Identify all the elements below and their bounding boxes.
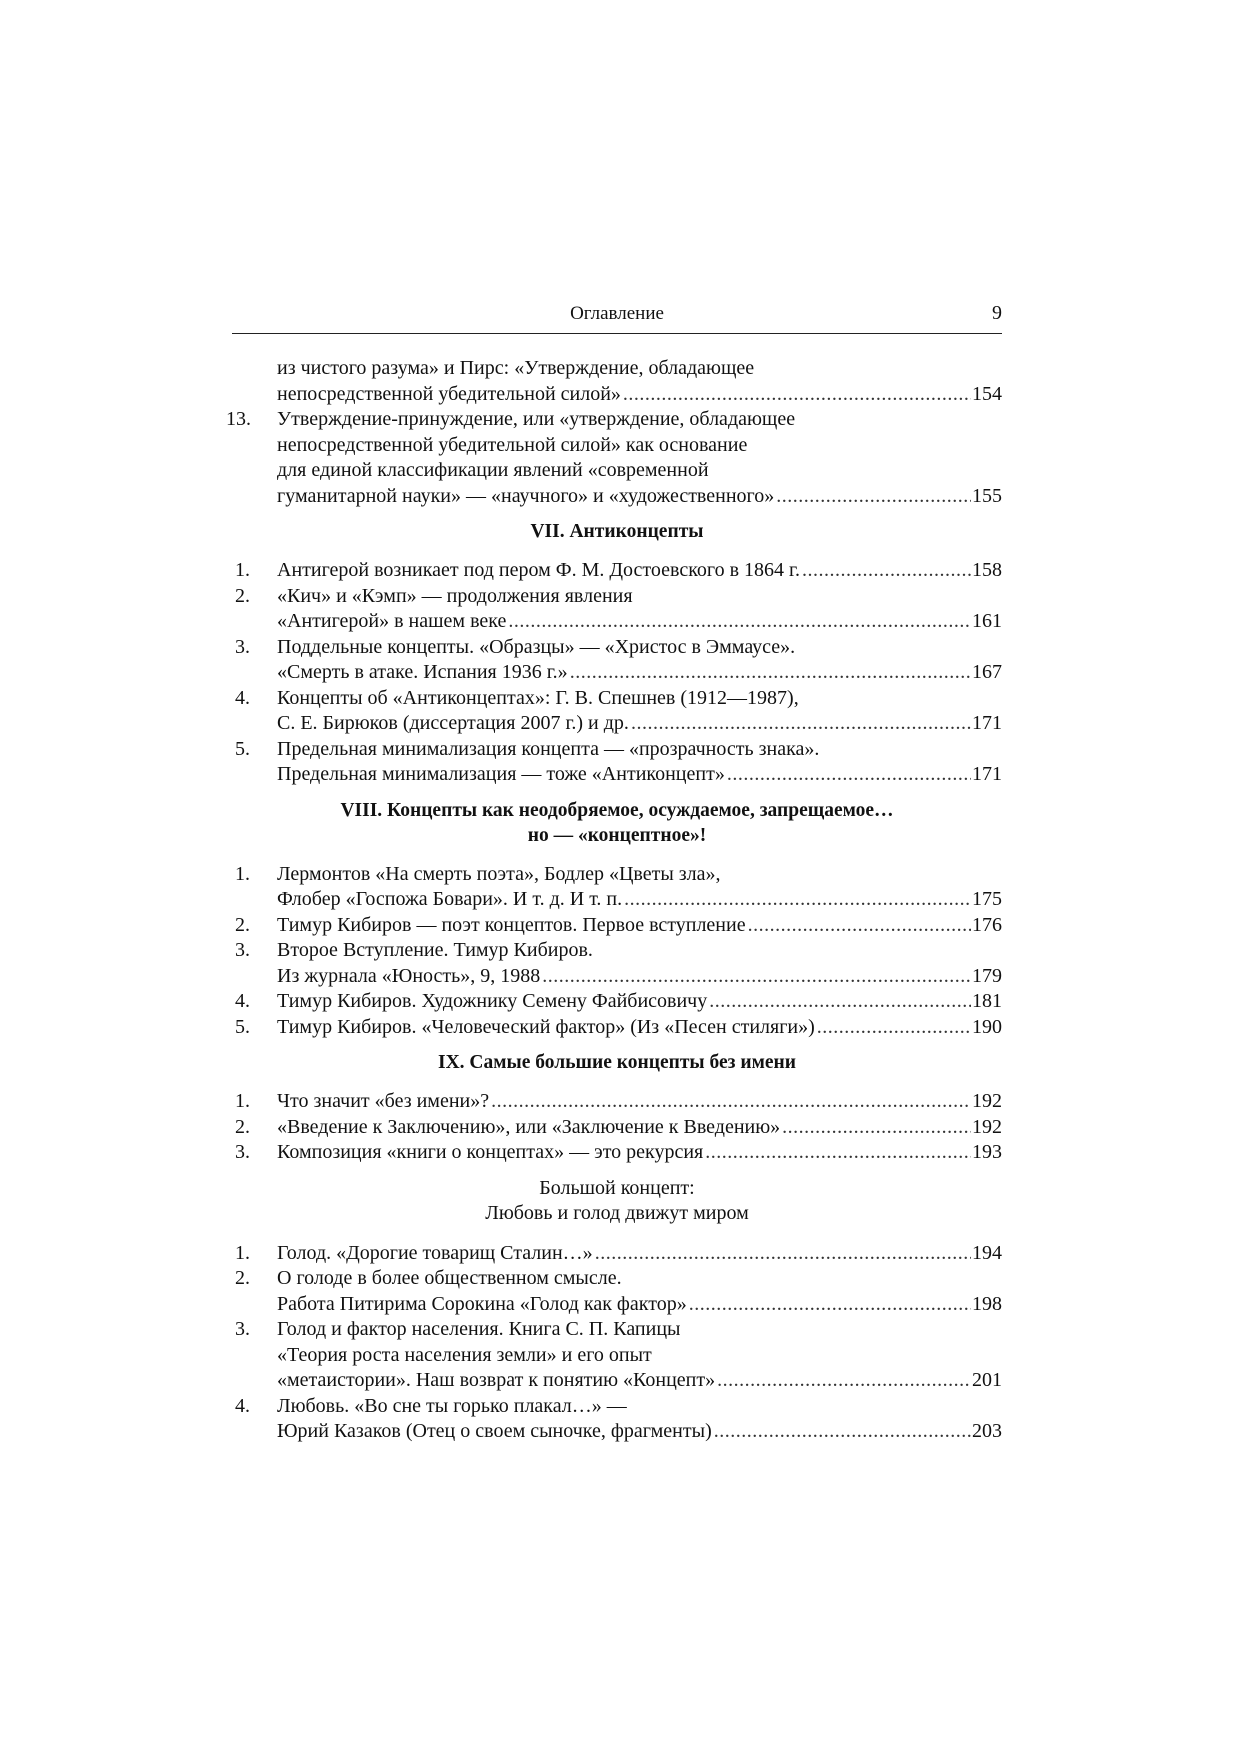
dot-leader <box>542 964 971 990</box>
toc-entry-last-line <box>277 1241 1002 1267</box>
toc-entry-last-line <box>277 1368 1002 1394</box>
toc-entry-line: Антигерой возникает под пером Ф. М. Достоевского в 1864 г. <box>277 559 800 581</box>
toc-entry <box>232 1089 1002 1115</box>
toc-entry-continuation <box>232 356 1002 407</box>
toc-entry-number: 1. <box>235 559 250 581</box>
toc-page-ref: 161 <box>972 610 1002 632</box>
toc-entry-last-line <box>277 1419 1002 1445</box>
dot-leader <box>817 1015 971 1041</box>
dot-leader <box>624 887 971 913</box>
toc-entry-line: Тимур Кибиров. Художнику Семену Файбисовичу <box>277 990 708 1012</box>
toc-page-ref: 192 <box>972 1090 1002 1112</box>
toc-page-ref: 193 <box>972 1141 1002 1163</box>
toc-entry-last-line <box>277 762 1002 788</box>
toc-entry <box>232 584 1002 635</box>
toc-entry <box>232 635 1002 686</box>
toc-page-ref: 179 <box>972 964 1002 987</box>
toc-entry-line: Концепты об «Антиконцептах»: Г. В. Спешнев (1912—1987), <box>277 686 799 709</box>
toc-entry-number: 2. <box>235 584 250 607</box>
dot-leader <box>623 382 971 408</box>
toc-entry-line: «Введение к Заключению», или «Заключение к Введению» <box>277 1115 781 1138</box>
toc-page-ref: 181 <box>972 990 1002 1012</box>
toc-entry-line: для единой классификации явлений «современной <box>277 459 709 481</box>
toc-entry-last-line <box>277 964 1002 990</box>
toc-entry <box>232 1266 1002 1317</box>
toc-entry-line: Голод. «Дорогие товарищ Сталин…» <box>277 1241 593 1264</box>
toc-entry-last-line <box>277 609 1002 635</box>
running-header <box>232 300 1002 334</box>
toc-entry-line: «Кич» и «Кэмп» — продолжения явления <box>277 584 633 607</box>
dot-leader <box>595 1241 971 1267</box>
toc-entry-last-line <box>277 1140 1002 1166</box>
toc-entry-line: Любовь. «Во сне ты горько плакал…» — <box>277 1394 627 1417</box>
toc-entry-number: 3. <box>235 1318 250 1340</box>
dot-leader <box>508 609 971 635</box>
toc-entry-number: 1. <box>235 1241 250 1264</box>
dot-leader <box>631 711 971 737</box>
toc-entry-last-line <box>277 1015 1002 1041</box>
toc-entry <box>232 1140 1002 1166</box>
toc-entry-line: Тимур Кибиров — поэт концептов. Первое вступление <box>277 913 746 936</box>
toc-entry-number: 2. <box>235 1267 250 1289</box>
toc-entry <box>232 1394 1002 1445</box>
dot-leader <box>802 558 971 584</box>
table-of-contents <box>226 356 1002 1445</box>
toc-entry-line: Голод и фактор населения. Книга С. П. Капицы <box>277 1318 681 1340</box>
header-title: Оглавление <box>570 303 664 324</box>
toc-entry-last-line <box>277 660 1002 686</box>
toc-entry <box>232 938 1002 989</box>
big-concept-heading: Большой концепт: <box>539 1176 695 1199</box>
section-heading-ix: IX. Самые большие концепты без имени <box>437 1052 797 1073</box>
toc-page-ref: 158 <box>972 559 1002 581</box>
big-concept-subtitle: Любовь и голод движут миром <box>485 1202 749 1224</box>
toc-entry <box>232 1317 1002 1394</box>
toc-entry-number: 3. <box>235 939 250 961</box>
toc-page-ref: 194 <box>972 1241 1002 1264</box>
toc-entry-line: Поддельные концепты. «Образцы» — «Христос в Эммаусе». <box>277 635 796 658</box>
toc-entry-number: 4. <box>235 686 250 709</box>
dot-leader <box>782 1115 971 1141</box>
toc-entry-last-line <box>277 1292 1002 1318</box>
toc-entry-line: О голоде в более общественном смысле. <box>277 1267 622 1289</box>
dot-leader <box>705 1140 971 1166</box>
toc-page-ref: 203 <box>972 1420 1002 1442</box>
toc-entry-line: гуманитарной науки» — «научного» и «художественного» <box>277 484 775 507</box>
toc-entry-last-line <box>277 382 1002 408</box>
toc-entry-line: «Теория роста населения земли» и его опыт <box>277 1343 652 1366</box>
toc-entry-last-line <box>277 1115 1002 1141</box>
toc-entry-line: Тимур Кибиров. «Человеческий фактор» (Из «Песен стиляги») <box>277 1015 815 1038</box>
toc-page-ref: 155 <box>972 484 1002 507</box>
section-heading-viii: VIII. Концепты как неодобряемое, осуждаемое, запрещаемое… <box>340 799 894 821</box>
toc-entry <box>232 1015 1002 1041</box>
toc-entry-number: 4. <box>235 1394 250 1417</box>
toc-entry-line: непосредственной убедительной силой» <box>277 382 621 405</box>
toc-entry <box>232 989 1002 1015</box>
toc-page-ref: 176 <box>972 913 1002 936</box>
toc-entry-number: 4. <box>235 990 250 1012</box>
toc-entry-last-line <box>277 558 1002 584</box>
toc-entry-line: С. Е. Бирюков (диссертация 2007 г.) и др. <box>277 712 629 734</box>
toc-entry-number: 1. <box>235 1090 250 1112</box>
dot-leader <box>748 913 971 939</box>
toc-entry-last-line <box>277 1089 1002 1115</box>
dot-leader <box>570 660 971 686</box>
toc-entry-line: Композиция «книги о концептах» — это рекурсия <box>277 1141 704 1163</box>
toc-entry-line: непосредственной убедительной силой» как основание <box>277 433 748 456</box>
toc-entry <box>232 737 1002 788</box>
dot-leader <box>709 989 971 1015</box>
toc-entry-line: Второе Вступление. Тимур Кибиров. <box>277 939 593 961</box>
section-heading-viii-line2: но — «концептное»! <box>527 824 707 846</box>
toc-entry <box>232 558 1002 584</box>
toc-entry-number: 2. <box>235 913 250 936</box>
toc-page-ref: 175 <box>972 888 1002 910</box>
toc-page-ref: 201 <box>972 1369 1002 1391</box>
toc-entry <box>232 1115 1002 1141</box>
toc-entry-number: 5. <box>235 1015 250 1038</box>
toc-entry <box>232 1241 1002 1267</box>
toc-entry-number: 13. <box>226 408 251 430</box>
toc-entry <box>232 862 1002 913</box>
toc-entry-last-line <box>277 887 1002 913</box>
toc-entry-line: «метаистории». Наш возврат к понятию «Концепт» <box>277 1369 716 1391</box>
toc-entry-number: 3. <box>235 635 250 658</box>
dot-leader <box>491 1089 971 1115</box>
toc-page-ref: 171 <box>972 763 1002 785</box>
dot-leader <box>776 484 971 510</box>
toc-entry-line: Утверждение-принуждение, или «утверждение, обладающее <box>277 408 796 430</box>
toc-page-ref: 192 <box>972 1115 1002 1138</box>
toc-entry-line: «Смерть в атаке. Испания 1936 г.» <box>277 661 568 683</box>
toc-entry-number: 3. <box>235 1141 250 1163</box>
toc-page-ref: 190 <box>972 1015 1002 1038</box>
toc-entry-line: Предельная минимализация концепта — «прозрачность знака». <box>277 737 820 760</box>
toc-entry-line: Предельная минимализация — тоже «Антиконцепт» <box>277 763 725 785</box>
toc-entry-number: 2. <box>235 1115 250 1138</box>
toc-entry-line: Что значит «без имени»? <box>277 1090 490 1112</box>
toc-entry <box>232 686 1002 737</box>
toc-entry-line: Из журнала «Юность», 9, 1988 <box>277 964 541 987</box>
toc-entry-number: 1. <box>235 862 250 885</box>
toc-entry-last-line <box>277 989 1002 1015</box>
dot-leader <box>714 1419 971 1445</box>
toc-entry <box>226 407 1002 509</box>
toc-page-ref: 154 <box>972 382 1002 405</box>
toc-entry-line: из чистого разума» и Пирс: «Утверждение, обладающее <box>277 357 755 379</box>
toc-page-ref: 171 <box>972 712 1002 734</box>
toc-entry-last-line <box>277 913 1002 939</box>
dot-leader <box>717 1368 971 1394</box>
toc-entry-number: 5. <box>235 737 250 760</box>
toc-entry-last-line <box>277 711 1002 737</box>
toc-entry-line: Юрий Казаков (Отец о своем сыночке, фрагменты) <box>277 1420 712 1442</box>
toc-page-ref: 167 <box>972 661 1002 683</box>
toc-entry <box>232 913 1002 939</box>
dot-leader <box>689 1292 971 1318</box>
toc-entry-line: Флобер «Госпожа Бовари». И т. д. И т. п. <box>277 888 623 910</box>
toc-entry-line: «Антигерой» в нашем веке <box>277 610 507 632</box>
toc-entry-line: Работа Питирима Сорокина «Голод как фактор» <box>277 1292 687 1315</box>
toc-page-ref: 198 <box>972 1292 1002 1315</box>
dot-leader <box>727 762 971 788</box>
section-heading-vii: VII. Антиконцепты <box>530 521 704 542</box>
toc-entry-last-line <box>277 484 1002 510</box>
page-number: 9 <box>992 302 1002 324</box>
toc-entry-line: Лермонтов «На смерть поэта», Бодлер «Цветы зла», <box>277 862 721 885</box>
